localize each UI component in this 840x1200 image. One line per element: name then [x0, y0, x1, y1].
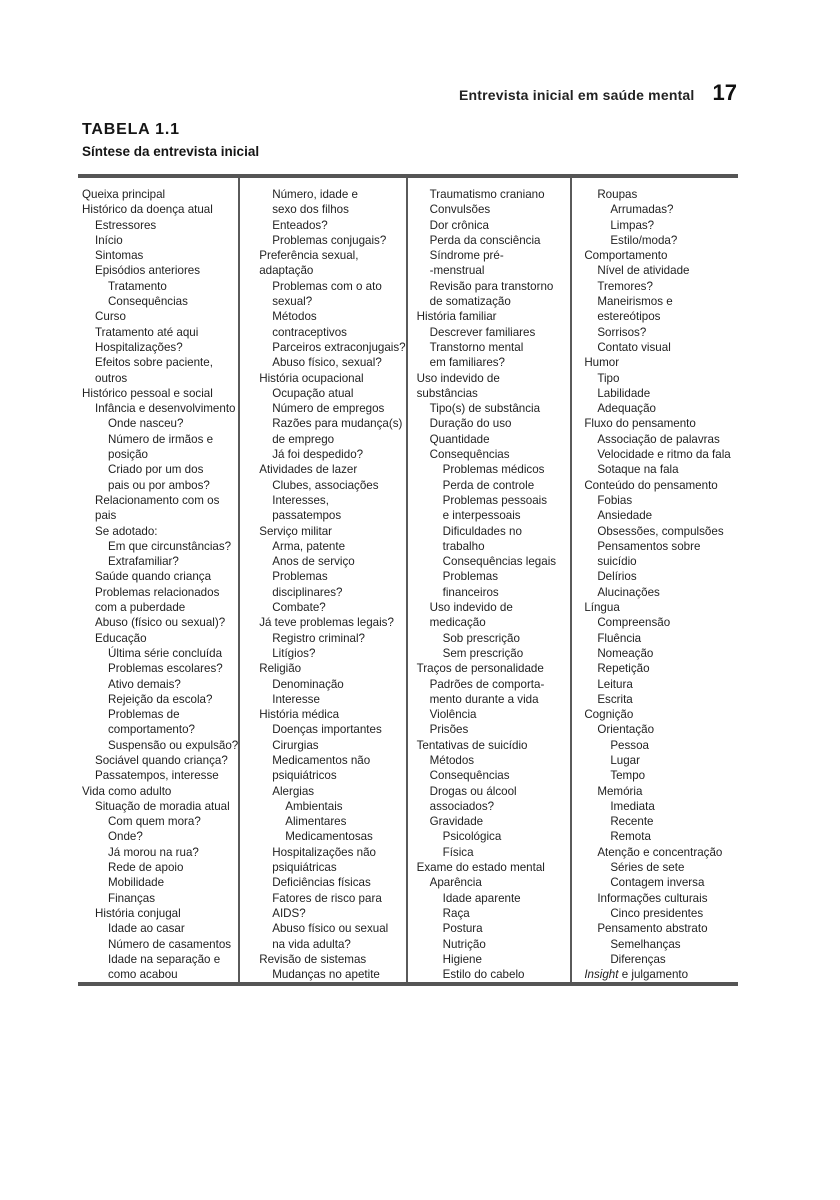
- list-item: Idade na separação e: [108, 952, 221, 966]
- list-item: Sintomas: [95, 249, 144, 263]
- list-item: Traços de personalidade: [416, 662, 544, 676]
- list-item: Anos de serviço: [272, 555, 355, 569]
- list-item: Religião: [259, 662, 302, 676]
- list-item: de somatização: [429, 295, 511, 309]
- list-item: Roupas: [597, 188, 638, 201]
- list-item: Alergias: [272, 784, 315, 798]
- list-item: Criado por um dos: [108, 463, 204, 477]
- list-item: Tremores?: [597, 279, 653, 293]
- list-item: com a puberdade: [95, 601, 186, 615]
- list-item: Arma, patente: [272, 539, 346, 553]
- list-item: associados?: [429, 799, 495, 813]
- list-item: Pessoa: [610, 738, 649, 752]
- list-item: Tentativas de suicídio: [416, 738, 528, 752]
- list-item: disciplinares?: [272, 585, 343, 599]
- list-item: -menstrual: [429, 264, 485, 278]
- running-head-title: Entrevista inicial em saúde mental: [458, 87, 695, 103]
- list-item: Abuso físico ou sexual: [272, 922, 389, 936]
- list-item: Exame do estado mental: [416, 861, 545, 875]
- list-item: Língua: [584, 601, 620, 615]
- list-item: pais: [95, 509, 117, 523]
- list-item: passatempos: [272, 509, 342, 523]
- list-item: Séries de sete: [610, 861, 685, 875]
- list-item: Repetição: [597, 662, 650, 676]
- list-item: Número de casamentos: [108, 937, 232, 951]
- list-item: Remota: [610, 830, 651, 844]
- list-item: Hospitalizações?: [95, 340, 183, 354]
- list-item: adaptação: [259, 264, 314, 278]
- list-item: mento durante a vida: [429, 692, 539, 706]
- list-item: Ativo demais?: [108, 677, 181, 691]
- list-item: outros: [95, 371, 128, 385]
- list-item: Tempo: [610, 769, 646, 783]
- list-item: Problemas: [272, 570, 328, 584]
- list-item: Velocidade e ritmo da fala: [597, 448, 731, 462]
- list-item: suicídio: [597, 555, 637, 569]
- list-item: Psicológica: [442, 830, 502, 844]
- list-item: Pensamentos sobre: [597, 539, 701, 553]
- list-item: Preferência sexual,: [259, 249, 359, 263]
- list-item: e interpessoais: [442, 509, 521, 523]
- list-item: sexual?: [272, 295, 313, 309]
- list-item: Lugar: [610, 753, 640, 767]
- synthesis-table: [78, 174, 738, 986]
- list-item: Razões para mudança(s): [272, 417, 403, 431]
- table-column-3: [406, 178, 571, 982]
- list-item: Suspensão ou expulsão?: [108, 738, 239, 752]
- table-column-2: [238, 178, 405, 982]
- list-item: História médica: [259, 708, 340, 722]
- running-head: [459, 80, 737, 106]
- list-item: Limpas?: [610, 218, 655, 232]
- list-item: Deficiências físicas: [272, 876, 371, 890]
- list-item: Problemas: [442, 570, 499, 584]
- table-title-block: [82, 121, 259, 159]
- list-item: Quantidade: [429, 432, 490, 446]
- list-item: Ambientais: [285, 799, 343, 813]
- list-item: Curso: [95, 310, 126, 324]
- list-item: Sem prescrição: [442, 646, 524, 660]
- list-item: Fluxo do pensamento: [584, 417, 696, 431]
- list-item: Associação de palavras: [597, 432, 720, 446]
- list-item: Em que circunstâncias?: [108, 539, 232, 553]
- list-item: Adequação: [597, 402, 656, 416]
- list-item: Higiene: [442, 952, 482, 966]
- list-item: AIDS?: [272, 906, 306, 920]
- table-column-4: [570, 178, 738, 982]
- list-item: Consequências: [429, 448, 510, 462]
- list-item: Aparência: [429, 876, 482, 890]
- list-item: Maneirismos e: [597, 295, 673, 309]
- list-item: Ansiedade: [597, 509, 653, 523]
- list-item: História ocupacional: [259, 371, 364, 385]
- list-item: Serviço militar: [259, 524, 333, 538]
- list-item: Número de empregos: [272, 402, 385, 416]
- list-item: Escrita: [597, 692, 633, 706]
- list-item: Histórico da doença atual: [82, 203, 213, 217]
- list-item: Memória: [597, 784, 643, 798]
- list-item: Abuso físico, sexual?: [272, 356, 382, 370]
- list-item: Tratamento até aqui: [95, 325, 199, 339]
- list-item: Métodos: [429, 753, 475, 767]
- list-item: Estilo/moda?: [610, 233, 678, 247]
- list-item: Sociável quando criança?: [95, 753, 228, 767]
- list-item: Onde nasceu?: [108, 417, 184, 431]
- list-item: Raça: [442, 906, 470, 920]
- list-item: Uso indevido de: [416, 371, 500, 385]
- list-item: Nomeação: [597, 646, 654, 660]
- list-item: como acabou: [108, 968, 178, 982]
- list-item: Infância e desenvolvimento: [95, 402, 236, 416]
- list-item: Rede de apoio: [108, 861, 184, 875]
- list-item: Fatores de risco para: [272, 891, 382, 905]
- list-item: Mudanças no apetite: [272, 968, 380, 982]
- list-item: Vida como adulto: [82, 784, 172, 798]
- list-item: Consequências: [429, 769, 510, 783]
- list-item: Atenção e concentração: [597, 845, 723, 859]
- list-item: Tipo: [597, 371, 620, 385]
- list-item: Delírios: [597, 570, 637, 584]
- list-item: Fluência: [597, 631, 642, 645]
- list-item: Estilo do cabelo: [442, 968, 525, 982]
- list-item: Síndrome pré-: [429, 249, 504, 263]
- page-number: 17: [712, 80, 737, 105]
- list-item: Abuso (físico ou sexual)?: [95, 616, 226, 630]
- list-item: Dor crônica: [429, 218, 489, 232]
- list-item: Medicamentos não: [272, 753, 371, 767]
- list-item: Alimentares: [285, 815, 347, 829]
- list-item: Obsessões, compulsões: [597, 524, 724, 538]
- list-item: Diferenças: [610, 952, 666, 966]
- list-item: Cirurgias: [272, 738, 319, 752]
- list-item: Violência: [429, 708, 477, 722]
- list-item: Transtorno mental: [429, 340, 524, 354]
- list-item: Conteúdo do pensamento: [584, 478, 718, 492]
- list-item: Consequências legais: [442, 555, 557, 569]
- list-item: Última série concluída: [108, 646, 223, 660]
- list-item: Contato visual: [597, 340, 671, 354]
- list-item: Clubes, associações: [272, 478, 379, 492]
- list-item: sexo dos filhos: [272, 203, 349, 217]
- list-item: substâncias: [416, 386, 478, 400]
- list-item: Denominação: [272, 677, 344, 691]
- list-item: Problemas pessoais: [442, 493, 548, 507]
- list-item: Início: [95, 233, 123, 247]
- list-item: Informações culturais: [597, 891, 708, 905]
- list-item: Se adotado:: [95, 524, 158, 538]
- list-item: Ocupação atual: [272, 386, 354, 400]
- list-item: Convulsões: [429, 203, 491, 217]
- list-item: Atividades de lazer: [259, 463, 358, 477]
- table-column-1: [78, 178, 238, 982]
- list-item: posição: [108, 448, 148, 462]
- list-item: Cinco presidentes: [610, 906, 704, 920]
- list-item: Métodos: [272, 310, 317, 324]
- list-item: Tipo(s) de substância: [429, 402, 541, 416]
- list-item: Problemas relacionados: [95, 585, 220, 599]
- list-item: Nutrição: [442, 937, 486, 951]
- list-item: Orientação: [597, 723, 655, 737]
- list-item: Postura: [442, 922, 483, 936]
- list-item: Interesses,: [272, 493, 329, 507]
- list-item: História conjugal: [95, 906, 181, 920]
- list-item: Já teve problemas legais?: [259, 616, 394, 630]
- list-item: Extrafamiliar?: [108, 555, 179, 569]
- list-item: História familiar: [416, 310, 497, 324]
- list-item: psiquiátricos: [272, 769, 337, 783]
- list-item: Física: [442, 845, 474, 859]
- list-item: Tratamento: [108, 279, 167, 293]
- list-item: Combate?: [272, 601, 326, 615]
- list-item: Sotaque na fala: [597, 463, 679, 477]
- list-item: Traumatismo craniano: [429, 188, 545, 201]
- list-item: Mobilidade: [108, 876, 165, 890]
- list-item: Número de irmãos e: [108, 432, 214, 446]
- list-item: Recente: [610, 815, 654, 829]
- list-item: Finanças: [108, 891, 156, 905]
- list-item: Passatempos, interesse: [95, 769, 219, 783]
- list-item: Situação de moradia atual: [95, 799, 230, 813]
- list-item: Duração do uso: [429, 417, 512, 431]
- list-item: Consequências: [108, 295, 188, 309]
- list-item: Comportamento: [584, 249, 668, 263]
- list-item: Interesse: [272, 692, 320, 706]
- list-item: Insight e julgamento: [584, 968, 689, 982]
- list-item: Rejeição da escola?: [108, 692, 213, 706]
- list-item: Número, idade e: [272, 188, 358, 201]
- list-item: Leitura: [597, 677, 633, 691]
- list-item: Estressores: [95, 218, 157, 232]
- list-item: Problemas médicos: [442, 463, 545, 477]
- list-item: Pensamento abstrato: [597, 922, 708, 936]
- list-item: Histórico pessoal e social: [82, 386, 213, 400]
- list-item: Hospitalizações não: [272, 845, 376, 859]
- list-item: Saúde quando criança: [95, 570, 212, 584]
- list-item: Efeitos sobre paciente,: [95, 356, 213, 370]
- list-item: Nível de atividade: [597, 264, 690, 278]
- list-item: Sob prescrição: [442, 631, 520, 645]
- list-item: Relacionamento com os: [95, 493, 220, 507]
- list-item: estereótipos: [597, 310, 661, 324]
- list-item: Revisão de sistemas: [259, 952, 367, 966]
- list-item: Contagem inversa: [610, 876, 705, 890]
- list-item: Compreensão: [597, 616, 671, 630]
- list-item: Problemas escolares?: [108, 662, 223, 676]
- list-item: Semelhanças: [610, 937, 681, 951]
- list-item: Sorrisos?: [597, 325, 647, 339]
- list-item: Episódios anteriores: [95, 264, 201, 278]
- list-item: Labilidade: [597, 386, 651, 400]
- list-item: Queixa principal: [82, 188, 166, 201]
- list-item: psiquiátricas: [272, 861, 337, 875]
- list-item: medicação: [429, 616, 486, 630]
- list-item: de emprego: [272, 432, 335, 446]
- list-item: Medicamentosas: [285, 830, 373, 844]
- list-item: Alucinações: [597, 585, 660, 599]
- list-item: Idade aparente: [442, 891, 521, 905]
- list-item: em familiares?: [429, 356, 506, 370]
- list-item: Cognição: [584, 708, 634, 722]
- list-item: Uso indevido de: [429, 601, 513, 615]
- list-item: Enteados?: [272, 218, 328, 232]
- list-item: Doenças importantes: [272, 723, 382, 737]
- list-item: Dificuldades no: [442, 524, 522, 538]
- list-item: Drogas ou álcool: [429, 784, 517, 798]
- table-subtitle: Síntese da entrevista inicial: [82, 144, 260, 159]
- list-item: na vida adulta?: [272, 937, 351, 951]
- list-item: Idade ao casar: [108, 922, 185, 936]
- list-item: Fobias: [597, 493, 633, 507]
- list-item: Revisão para transtorno: [429, 279, 554, 293]
- list-item: Problemas conjugais?: [272, 233, 387, 247]
- list-item: Gravidade: [429, 815, 484, 829]
- list-item: Litígios?: [272, 646, 316, 660]
- list-item: Com quem mora?: [108, 815, 201, 829]
- list-item: Padrões de comporta-: [429, 677, 545, 691]
- list-item: trabalho: [442, 539, 485, 553]
- list-item: Arrumadas?: [610, 203, 674, 217]
- list-item: Perda de controle: [442, 478, 535, 492]
- list-item: Registro criminal?: [272, 631, 365, 645]
- list-item: Problemas de: [108, 708, 180, 722]
- list-item: Prisões: [429, 723, 469, 737]
- list-item: Humor: [584, 356, 620, 370]
- list-item: Já morou na rua?: [108, 845, 199, 859]
- list-item: comportamento?: [108, 723, 195, 737]
- list-item: Educação: [95, 631, 147, 645]
- list-item: Onde?: [108, 830, 143, 844]
- list-item: Problemas com o ato: [272, 279, 382, 293]
- list-item: Descrever familiares: [429, 325, 536, 339]
- list-item: Já foi despedido?: [272, 448, 364, 462]
- list-item: Perda da consciência: [429, 233, 541, 247]
- list-item: Parceiros extraconjugais?: [272, 340, 406, 354]
- table-label: TABELA 1.1: [82, 121, 180, 138]
- list-item: pais ou por ambos?: [108, 478, 210, 492]
- list-item: financeiros: [442, 585, 499, 599]
- list-item: contraceptivos: [272, 325, 347, 339]
- list-item: Imediata: [610, 799, 655, 813]
